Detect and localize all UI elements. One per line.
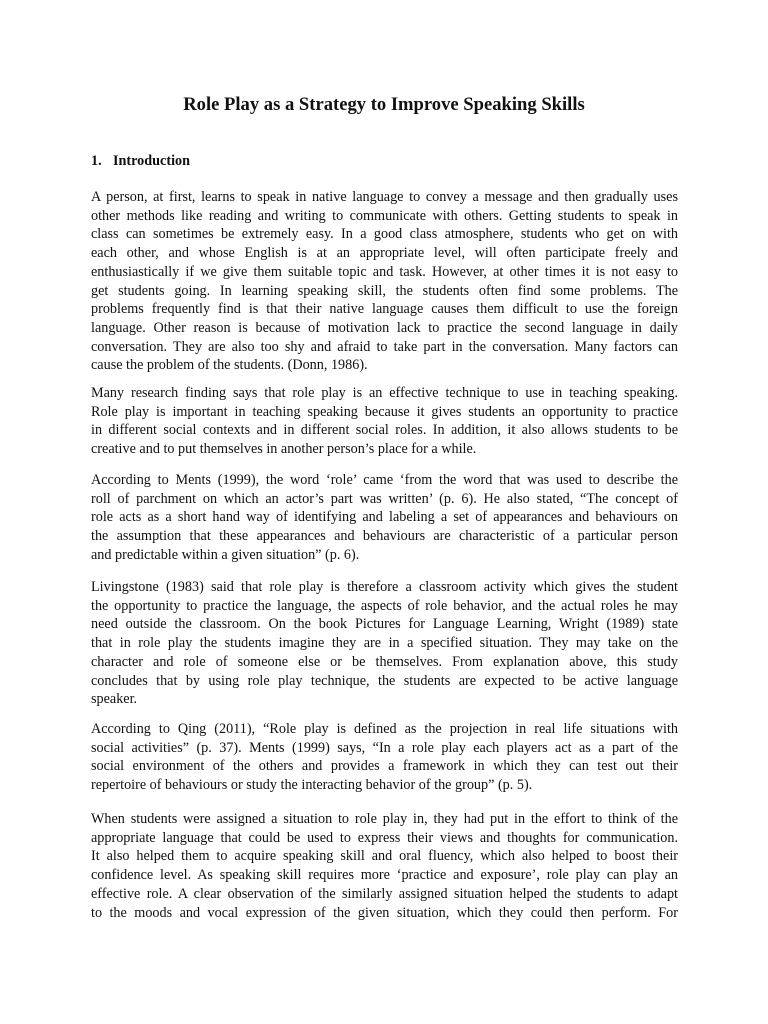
paragraph-line: language. Other reason is because of motivation lack to practice the second language in daily — [91, 319, 678, 336]
paragraph-line: the assumption that these appearances and behaviours are characteristic of a particular person — [91, 528, 678, 545]
paragraph-line: class can sometimes be extremely easy. In a good class atmosphere, students who get on with — [91, 226, 678, 243]
paragraph-line: speaker. — [91, 691, 138, 708]
paragraph-line: repertoire of behaviours or study the interacting behavior of the group” (p. 5). — [91, 777, 533, 794]
paragraph-5 — [91, 720, 678, 795]
paragraph-1 — [91, 188, 678, 375]
section-heading — [91, 151, 190, 171]
paragraph-line: social activities” (p. 37). Ments (1999) says, “In a role play each players act as a part of the — [91, 739, 678, 756]
paragraph-line: According to Ments (1999), the word ‘role’ came ‘from the word that was used to describe the — [91, 472, 678, 488]
paragraph-2 — [91, 384, 678, 459]
paragraph-line: creative and to put themselves in another person’s place for a while. — [91, 441, 477, 458]
paragraph-line: other methods like reading and writing to communicate with others. Getting students to speak in — [91, 207, 678, 224]
paragraph-4 — [91, 578, 678, 709]
paragraph-line: get students going. In learning speaking skill, the students often find some problems. The — [91, 282, 678, 299]
section-number: 1. — [91, 153, 102, 169]
paragraph-line: effective role. A clear observation of the similarly assigned situation helped the students to adapt — [91, 885, 678, 902]
paragraph-line: each other, and whose English is at an appropriate level, will often participate freely and — [91, 245, 678, 262]
paragraph-line: It also helped them to acquire speaking skill and oral fluency, which also helped to boost their — [91, 848, 678, 865]
paragraph-line: need outside the classroom. On the book Pictures for Language Learning, Wright (1989) state — [91, 616, 678, 633]
section-heading-text: Introduction — [113, 153, 190, 169]
paragraph-line: Livingstone (1983) said that role play is therefore a classroom activity which gives the student — [91, 579, 678, 595]
paragraph-line: social environment of the others and provides a framework in which they can test out their — [91, 758, 678, 775]
paragraph-line: A person, at first, learns to speak in native language to convey a message and then gradually uses — [91, 189, 678, 205]
paragraph-3 — [91, 471, 678, 565]
paragraph-line: to the moods and vocal expression of the given situation, which they could then perform. For — [91, 904, 678, 921]
paragraph-line: problems frequently find is that their native language causes them difficult to use the foreign — [91, 301, 678, 318]
paragraph-line: character and role of someone else or be themselves. From explanation above, this study — [91, 653, 678, 670]
paragraph-line: Role play is important in teaching speaking because it gives students an opportunity to practice — [91, 403, 678, 420]
paragraph-line: conversation. They are also too shy and afraid to take part in the conversation. Many factors can — [91, 338, 678, 355]
paragraph-line: role acts as a short hand way of identifying and labeling a set of appearances and behaviours on — [91, 509, 678, 526]
paragraph-line: that in role play the students imagine they are in a specified situation. They may take on the — [91, 635, 678, 652]
paragraph-line: the opportunity to practice the language, the aspects of role behavior, and the actual roles he may — [91, 597, 678, 614]
paragraph-line: confidence level. As speaking skill requires more ‘practice and exposure’, role play can play an — [91, 867, 678, 884]
paragraph-6 — [91, 810, 678, 922]
paragraph-line: Many research finding says that role play is an effective technique to use in teaching speaking. — [91, 385, 678, 401]
paragraph-line: roll of parchment on which an actor’s part was written’ (p. 6). He also stated, “The concept of — [91, 490, 678, 507]
paragraph-line: and predictable within a given situation” (p. 6). — [91, 546, 360, 563]
paragraph-line: When students were assigned a situation to role play in, they had put in the effort to think of the — [91, 811, 678, 827]
paragraph-line: in different social contexts and in different social roles. In addition, it also allows students to be — [91, 422, 678, 439]
page-title: Role Play as a Strategy to Improve Speaking Skills — [183, 94, 585, 115]
paragraph-line: According to Qing (2011), “Role play is defined as the projection in real life situations with — [91, 721, 678, 737]
paragraph-line: concludes that by using role play technique, the students are expected to be active language — [91, 672, 678, 689]
paragraph-line: enthusiastically if we give them suitable topic and task. However, at other times it is not easy to — [91, 263, 678, 280]
paragraph-line: appropriate language that could be used to express their views and thoughts for communication. — [91, 829, 678, 846]
paragraph-line: cause the problem of the students. (Donn, 1986). — [91, 357, 368, 374]
